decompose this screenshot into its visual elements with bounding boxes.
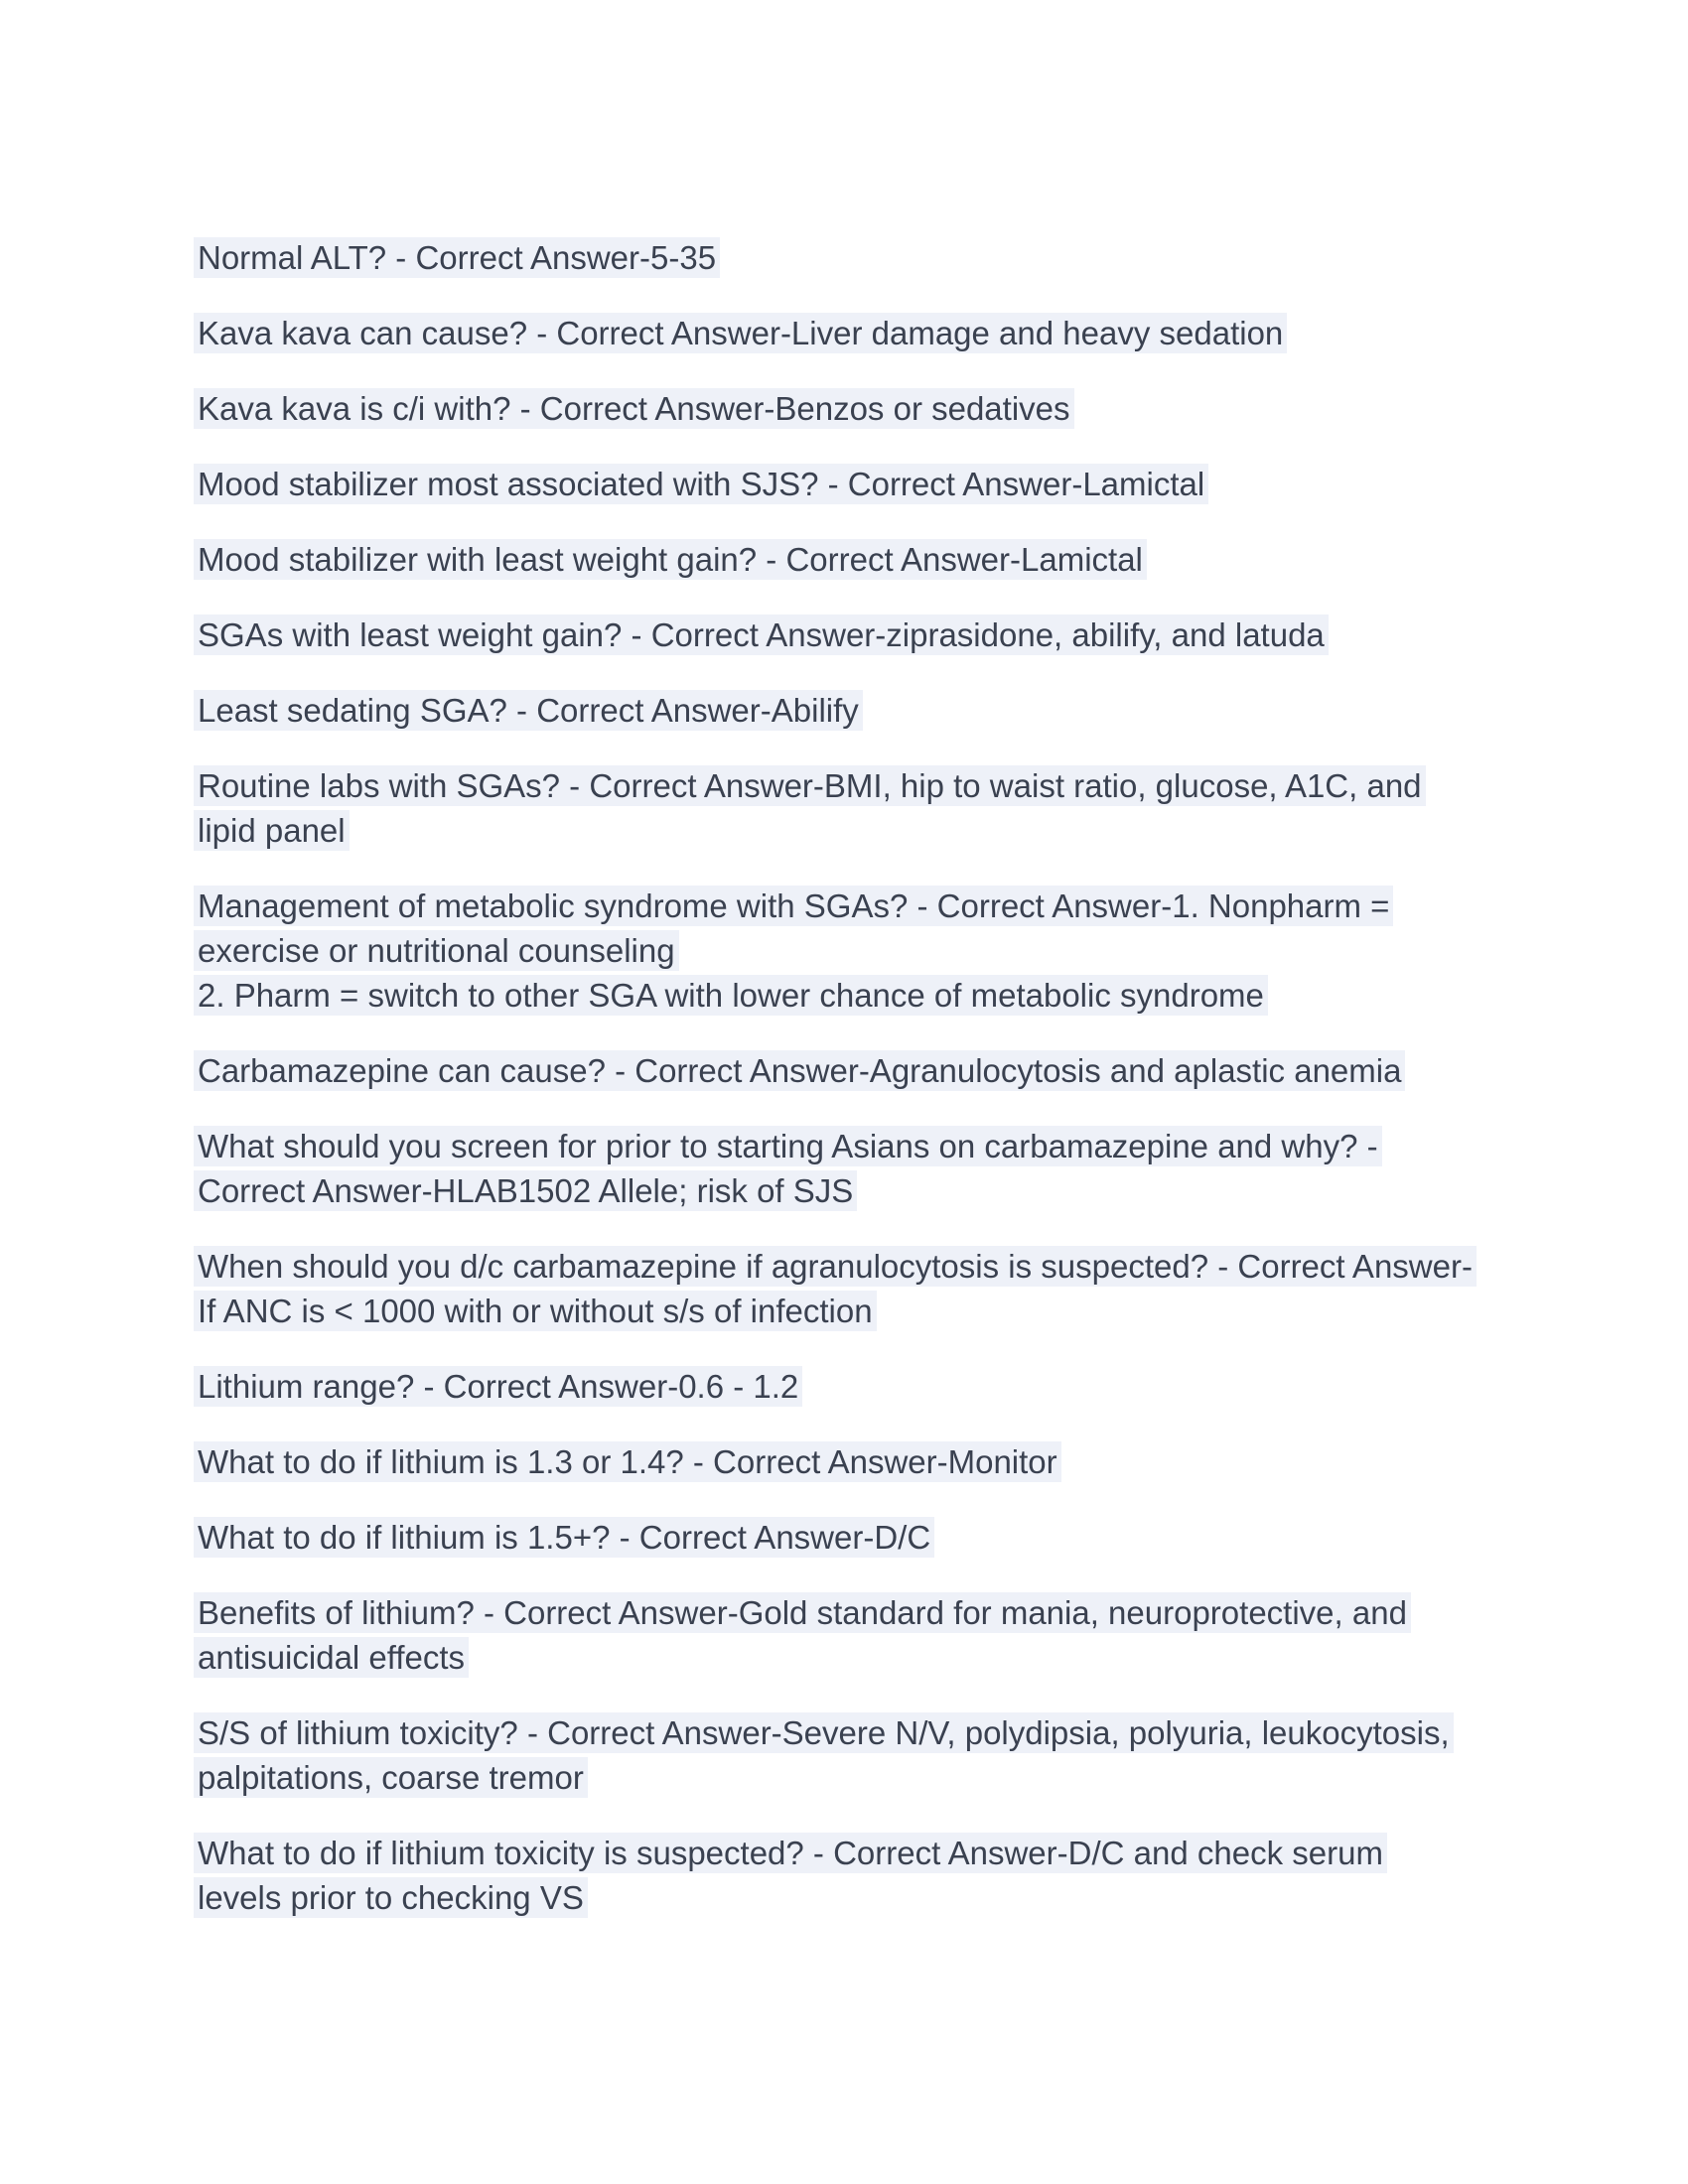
highlighted-text: 2. Pharm = switch to other SGA with lower chance of metabolic syndrome <box>194 975 1268 1016</box>
qa-line <box>198 1048 1500 1093</box>
qa-paragraph <box>198 763 1500 853</box>
qa-line <box>198 1710 1500 1755</box>
highlighted-text: levels prior to checking VS <box>194 1877 588 1918</box>
qa-line <box>198 884 1500 928</box>
qa-paragraph <box>198 1244 1500 1333</box>
highlighted-text: Routine labs with SGAs? - Correct Answer-BMI, hip to waist ratio, glucose, A1C, and <box>194 765 1426 806</box>
qa-paragraph <box>198 688 1500 733</box>
highlighted-text: palpitations, coarse tremor <box>194 1757 588 1798</box>
highlighted-text: S/S of lithium toxicity? - Correct Answer-Severe N/V, polydipsia, polyuria, leukocytosis, <box>194 1712 1454 1753</box>
qa-line <box>198 1168 1500 1213</box>
highlighted-text: What to do if lithium is 1.5+? - Correct Answer-D/C <box>194 1517 934 1558</box>
highlighted-text: antisuicidal effects <box>194 1637 469 1678</box>
qa-line <box>198 1755 1500 1800</box>
highlighted-text: Mood stabilizer most associated with SJS? - Correct Answer-Lamictal <box>194 464 1208 504</box>
qa-paragraph <box>198 1710 1500 1800</box>
qa-line <box>198 1124 1500 1168</box>
qa-paragraph <box>198 613 1500 657</box>
qa-line <box>198 235 1500 280</box>
qa-line <box>198 1635 1500 1680</box>
highlighted-text: Kava kava is c/i with? - Correct Answer-Benzos or sedatives <box>194 388 1074 429</box>
highlighted-text: What to do if lithium is 1.3 or 1.4? - Correct Answer-Monitor <box>194 1441 1061 1482</box>
highlighted-text: Benefits of lithium? - Correct Answer-Gold standard for mania, neuroprotective, and <box>194 1592 1411 1633</box>
qa-paragraph <box>198 1048 1500 1093</box>
qa-paragraph <box>198 884 1500 1018</box>
qa-list <box>198 235 1500 1920</box>
qa-paragraph <box>198 1364 1500 1409</box>
highlighted-text: Management of metabolic syndrome with SGAs? - Correct Answer-1. Nonpharm = <box>194 886 1393 926</box>
highlighted-text: Normal ALT? - Correct Answer-5-35 <box>194 237 720 278</box>
qa-line <box>198 613 1500 657</box>
qa-line <box>198 1831 1500 1875</box>
qa-line <box>198 1590 1500 1635</box>
highlighted-text: What to do if lithium toxicity is suspected? - Correct Answer-D/C and check serum <box>194 1833 1387 1873</box>
qa-paragraph <box>198 386 1500 431</box>
highlighted-text: SGAs with least weight gain? - Correct Answer-ziprasidone, abilify, and latuda <box>194 614 1329 655</box>
qa-line <box>198 1439 1500 1484</box>
qa-paragraph <box>198 462 1500 506</box>
highlighted-text: Kava kava can cause? - Correct Answer-Liver damage and heavy sedation <box>194 313 1287 353</box>
qa-line <box>198 462 1500 506</box>
qa-line <box>198 1364 1500 1409</box>
qa-paragraph <box>198 1439 1500 1484</box>
qa-line <box>198 386 1500 431</box>
highlighted-text: Lithium range? - Correct Answer-0.6 - 1.2 <box>194 1366 802 1407</box>
highlighted-text: Correct Answer-HLAB1502 Allele; risk of SJS <box>194 1170 857 1211</box>
highlighted-text: When should you d/c carbamazepine if agranulocytosis is suspected? - Correct Answer- <box>194 1246 1477 1287</box>
qa-paragraph <box>198 1124 1500 1213</box>
qa-paragraph <box>198 235 1500 280</box>
qa-paragraph <box>198 1590 1500 1680</box>
highlighted-text: exercise or nutritional counseling <box>194 930 679 971</box>
highlighted-text: Mood stabilizer with least weight gain? - Correct Answer-Lamictal <box>194 539 1147 580</box>
qa-paragraph <box>198 537 1500 582</box>
qa-paragraph <box>198 311 1500 355</box>
qa-line <box>198 1289 1500 1333</box>
qa-line <box>198 688 1500 733</box>
qa-line <box>198 928 1500 973</box>
qa-line <box>198 1244 1500 1289</box>
highlighted-text: Carbamazepine can cause? - Correct Answer-Agranulocytosis and aplastic anemia <box>194 1050 1405 1091</box>
qa-line <box>198 808 1500 853</box>
qa-paragraph <box>198 1515 1500 1560</box>
highlighted-text: lipid panel <box>194 810 350 851</box>
highlighted-text: Least sedating SGA? - Correct Answer-Abilify <box>194 690 863 731</box>
qa-line <box>198 537 1500 582</box>
qa-line <box>198 973 1500 1018</box>
qa-line <box>198 1875 1500 1920</box>
qa-line <box>198 763 1500 808</box>
qa-paragraph <box>198 1831 1500 1920</box>
qa-line <box>198 1515 1500 1560</box>
highlighted-text: What should you screen for prior to starting Asians on carbamazepine and why? - <box>194 1126 1382 1166</box>
highlighted-text: If ANC is < 1000 with or without s/s of infection <box>194 1291 877 1331</box>
qa-line <box>198 311 1500 355</box>
